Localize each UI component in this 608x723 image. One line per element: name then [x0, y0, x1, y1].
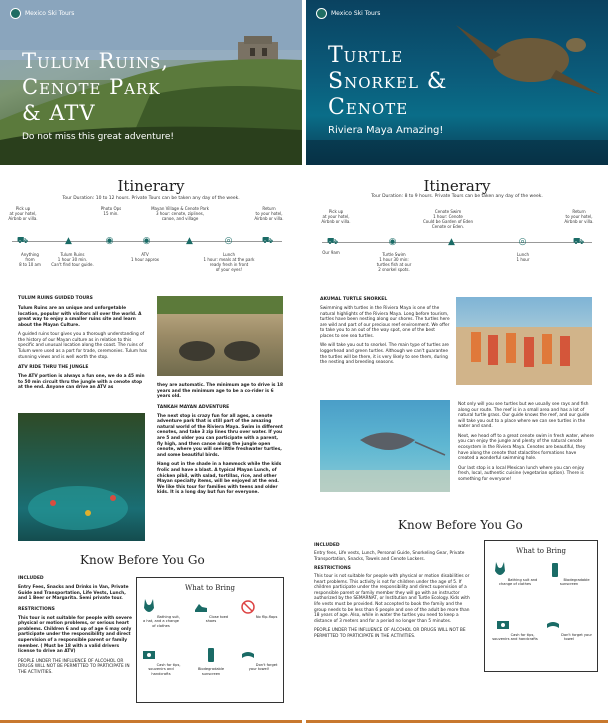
itinerary-step-ruins: Tulum Ruins 1 hour 30 min. Can't find tour guide.	[51, 252, 94, 267]
turtle-section	[320, 297, 450, 366]
atv-para-2: they are automatic. The minimum age to drive is 18 years and the minimum age to be a co-rider is 6 years old.	[157, 383, 283, 400]
hero-title-line1: Tulum Ruins,	[22, 49, 169, 73]
tour-duration: Tour Duration: 8 to 9 hours. Private Tours can be taken any day of the week.	[371, 194, 543, 199]
sunscreen-icon	[548, 561, 562, 579]
itinerary-step-atv: ATV 1 hour approx	[130, 252, 160, 262]
atv-icon: ◉	[142, 236, 151, 246]
group-photo-art	[456, 297, 592, 385]
canoe-icon: ▲	[186, 236, 193, 246]
tulum-para-2: A guided ruins tour gives you a thorough understanding of the history of our Mayan culture as in relation to this specific and unusual location along the coast. The ruins of Tulum were used as a port for trade, ceremonies. Tulum has stunning views and is well worth the stop.	[18, 332, 147, 360]
cash-icon	[142, 646, 156, 664]
itinerary-step-village: Mayan Village & Cenote Park 3 hour: cenote, ziplines, canoe, and village	[151, 206, 209, 221]
cenote-section	[458, 402, 594, 483]
restrictions-text: This tour is not suitable for people with severe physical or motion problems, or serious heart problems. Children 6 and up of age 6 may only participate under the responsibility and direct supervision of a responsible parent or family member. ( Must be 18 with a valid drivers license to drive an ATV)	[18, 615, 132, 655]
hero-title-line2: Snorkel &	[328, 69, 448, 94]
hero-title-line2: Cenote Park	[22, 75, 161, 99]
included-text: Entry fees, Life vests, Lunch, Personal Guide, Snorkeling Gear, Private Transportation, Snacks, Towels and Cenote Lockers.	[314, 551, 465, 562]
wtb-item-towel: Don't forget your towel!	[239, 646, 279, 672]
itinerary-step-cenote: Cenote Swim 1 hour: Cenote Could be Garden of Eden Cenote or Eden.	[422, 209, 474, 229]
atv-para-1: The ATV portion is always a fun one, we do a 45 min to 50 min circuit thru the jungle with a cenote stop at the end. Anyone can drive an ATV as	[18, 374, 145, 391]
sunscreen-icon	[204, 646, 218, 664]
know-before-title: Know Before You Go	[398, 518, 523, 532]
hero-title-line3: & ATV	[22, 101, 96, 125]
swimsuit-icon	[142, 598, 156, 616]
wtb-item-no-flipflops: No flip-flops	[239, 598, 279, 619]
turtle-icon: ◉	[388, 237, 397, 247]
what-to-bring-box	[136, 577, 284, 703]
itinerary-step-time: Our 9am	[322, 250, 340, 255]
know-before-text	[18, 576, 136, 676]
hero-subtitle: Riviera Maya Amazing!	[328, 125, 444, 136]
section-title-turtle: AKUMAL TURTLE SNORKEL	[320, 297, 388, 302]
no-flipflops-icon	[241, 598, 255, 616]
itinerary-title: Itinerary	[117, 177, 185, 195]
camera-icon: ◉	[105, 236, 114, 246]
section-title-tankah: TANKAH MAYAN ADVENTURE	[157, 404, 230, 410]
towel-icon	[546, 616, 560, 634]
wtb-item-swimsuit: Bathing suit, a hat, and a change of clothes	[141, 598, 181, 628]
pyramid-icon: ▲	[65, 236, 72, 246]
know-before-text	[314, 543, 474, 640]
itinerary-step-time: Anything from 8 to 10 am	[19, 252, 41, 267]
cenote-photo-art	[18, 413, 145, 541]
section-title-atv: ATV RIDE THRU THE JUNGLE	[18, 365, 89, 371]
atv-photo-art	[157, 296, 283, 376]
tulum-section	[18, 296, 148, 391]
turtle-hero-banner	[306, 0, 608, 165]
itinerary-step-turtle: Turtle Swim 1 hour 30 min: turtles fish at our 2 snorkel spots.	[376, 252, 412, 272]
turtle-para-1: Swimming with turtles in the Riviera Maya is one of the natural highlights of the Riviera Maya. Long before tourism, turtles have been nesting along our shores. The turtles here are wild and part of our precious reef environment. We offer to take you to an out of the way spot, one of the best places to see sea turtles.	[320, 306, 450, 339]
wtb-item-swimsuit: Bathing suit and change of clothes	[491, 561, 539, 587]
brand-name: Mexico Ski Tours	[331, 10, 381, 17]
wtb-item-sunscreen: Biodegradable sunscreen	[545, 561, 593, 587]
lunch-icon: ◎	[224, 236, 233, 246]
included-heading: INCLUDED	[18, 576, 44, 581]
turtle-brochure-page	[306, 0, 608, 723]
included-text: Entry Fees, Snacks and Drinks in Van, Private Guide and Transportation, Life Vests, Lunch, and 1 Beer or Margarita. Semi private tour.	[18, 585, 129, 602]
cenote-photo	[18, 413, 145, 541]
hero-title-line3: Cenote	[328, 95, 409, 120]
swimsuit-icon	[493, 561, 507, 579]
included-heading: INCLUDED	[314, 543, 340, 548]
restrictions-heading: RESTRICTIONS	[18, 606, 55, 612]
towel-icon	[241, 646, 255, 664]
tankah-para-1: The next stop is crazy fun for all ages, a cenote adventure park that is still part of the amazing natural world of the Riviera Maya. Swim in different cenotes, and take 3 zip lines thru over water. If you are 5 and older you can participate with a parent, fly high, and then canoe along the jungle open cenote, where you will see little freshwater turtles, and some beautiful birds.	[157, 413, 283, 458]
wtb-item-cash: Cash for tips, souvenirs and handcrafts	[491, 616, 539, 642]
turtle-para-3: Not only will you see turtles but we usually see rays and fish along our route. The reef is in a small area and has a lot of natural turtle grass. Our guide knows the reef, and our guide will take you out to a place where we can see turtles in the water and sand.	[458, 402, 590, 430]
wtb-item-sunscreen: Biodegradable sunscreen	[191, 646, 231, 676]
cenote-para: Next, we head off to a great cenote swim in fresh water, where you can enjoy the jungle and plenty of the natural cenote ecosystem in the Riviera Maya. Cenotes are beautiful, they have along the cenote that stalactites formations have created a wonderful swimming hole.	[458, 433, 594, 462]
shoe-icon	[194, 598, 208, 616]
what-to-bring-title: What to Bring	[516, 547, 566, 555]
wtb-item-shoes: Close toed shoes	[191, 598, 231, 624]
restrictions-heading: RESTRICTIONS	[314, 566, 351, 572]
lunch-para: Our last stop is a local Mexican lunch where you can enjoy fresh, local, authentic cuisine (vegetarian option). There is something for everyone!	[458, 465, 585, 482]
itinerary-step-return: Return to your hotel, Airbnb or villa.	[564, 209, 594, 224]
itinerary-step-return: Return to your hotel, Airbnb or villa.	[254, 206, 284, 221]
itinerary-step-pickup: Pick up at your hotel, Airbnb or villa.	[8, 206, 38, 221]
itinerary-step-lunch: Lunch 1 hour: meals at the park ready fresh in front of your eyes!	[203, 252, 255, 272]
know-before-title: Know Before You Go	[80, 553, 205, 567]
itinerary-step-photo: Photo Ops 15 min.	[100, 206, 122, 216]
brand-logo[interactable]	[10, 8, 74, 19]
atv-photo	[157, 296, 283, 376]
brand-logo-icon	[10, 8, 21, 19]
warning-text: PEOPLE UNDER THE INFLUENCE OF ALCOHOL OR DRUGS WILL NOT BE PERMITTED TO PARTICIPATE IN THE ACTIVITIES.	[18, 658, 130, 675]
what-to-bring-box	[484, 540, 598, 672]
hero-title-line1: Turtle	[328, 43, 404, 68]
tulum-brochure-page	[0, 0, 302, 723]
what-to-bring-title: What to Bring	[185, 584, 235, 592]
van-icon: ⛟	[16, 236, 29, 246]
wtb-item-towel: Don't forget your towel	[545, 616, 593, 642]
itinerary-step-lunch: Lunch 1 hour	[516, 252, 530, 262]
van-return-icon: ⛟	[261, 236, 274, 246]
van-icon: ⛟	[326, 237, 339, 247]
restrictions-text: This tour is not suitable for people with physical or motion disabilities or heart problems. This activity is not for children under the age of 5. If children participate under the responsibility and direct supervision of a responsible parent or family member they will go with an instructor authorized by the SEMARNAT, or Institution and Turtle Ecology. Kids with life vests must be provided. Not accepted to book the family and the group needs to be less than 6 people and one of the adult be more than 18 years of age. Also, while in water the turtles you need to keep a distance of 3 meters and for a period no longer than 5 minutes.	[314, 574, 470, 624]
itinerary-step-pickup: Pick up at your hotel, Airbnb or villa.	[321, 209, 351, 224]
stingray-photo-art	[320, 400, 450, 492]
stingray-photo	[320, 400, 450, 492]
hero-subtitle: Do not miss this great adventure!	[22, 132, 175, 142]
lunch-icon: ◎	[518, 237, 527, 247]
brand-logo[interactable]	[316, 8, 380, 19]
brand-logo-icon	[316, 8, 327, 19]
tulum-hero-banner	[0, 0, 302, 165]
turtle-para-2: We will take you out to snorkel. The main type of turtles are loggerhead and green turtles. Although we can't guarantee the turtles will be there, it is very likely to see them, during the nesting and breeding seasons.	[320, 343, 449, 366]
wtb-item-cash: Cash for tips, souvenirs and handcrafts	[141, 646, 181, 676]
brand-name: Mexico Ski Tours	[25, 10, 75, 17]
section-title-tulum: TULUM RUINS GUIDED TOURS	[18, 296, 93, 301]
cash-icon	[496, 616, 510, 634]
group-photo	[456, 297, 592, 385]
itinerary-title: Itinerary	[423, 177, 491, 195]
tankah-section	[157, 383, 285, 496]
cenote-icon: ▲	[448, 237, 455, 247]
warning-text: PEOPLE UNDER THE INFLUENCE OF ALCOHOL OR DRUGS WILL NOT BE PERMITTED TO PARTICIPATE IN THE ACTIVITIES.	[314, 628, 466, 639]
tankah-para-2: Hang out in the shade in a hammock while the kids frolic and have a blast. A typical Mayan Lunch, of chicken pibil, with salad, tortillas, rice, and other Mayan specialty items, will be enjoyed at the end. We like this tour for families with teens and older kids. It is a long day but fun for everyone.	[157, 462, 282, 496]
tour-duration: Tour Duration: 10 to 12 hours. Private Tours can be taken any day of the week.	[62, 196, 240, 201]
van-return-icon: ⛟	[572, 237, 585, 247]
tulum-para-1: Tulum Ruins are an unique and unforgetable location, popular with visitors all over the world. A great way to enjoy a smaller ruins site and learn about the Mayan Culture.	[18, 306, 142, 328]
